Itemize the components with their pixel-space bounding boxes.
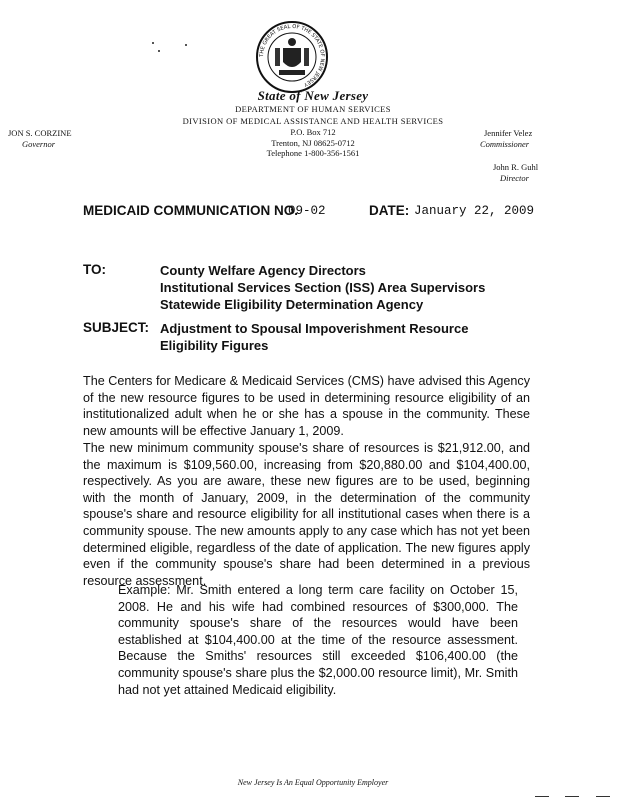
recipient: County Welfare Agency Directors [160,263,366,278]
date-label: DATE: [369,203,410,218]
commissioner-name: Jennifer Velez [484,128,533,138]
footer-text: New Jersey Is An Equal Opportunity Employer [237,778,389,787]
communication-label: MEDICAID COMMUNICATION NO. [83,203,298,218]
subject-text [160,320,468,354]
body-paragraph-1: The Centers for Medicare & Medicaid Services (CMS) have advised this Agency of the new resource figures to be used in determining resource eligibility of an institutionalized adult when he or she has a spouse in the community. These new amounts will be effective January 1, 2009. [83,374,530,438]
address-line-2: Trenton, NJ 08625-0712 [271,138,355,148]
recipient-list [160,262,485,313]
recipient: Statewide Eligibility Determination Agency [160,297,424,312]
subject-label: SUBJECT: [83,320,150,335]
subject-line: Adjustment to Spousal Impoverishment Resource [160,321,469,336]
seal-text: THE GREAT SEAL OF THE STATE OF NEW JERSEY [258,23,326,88]
example-paragraph: Example: Mr. Smith entered a long term care facility on October 15, 2008. He and his wife had combined resources of $300,000. The community spouse's share of the resources would have been established at $104,400.00 at the time of the resource assessment. Because the Smiths' resources still exceeded $106,400.00 (the community spouse's share plus the $2,000.00 resource limit), Mr. Smith had not yet attained Medicaid eligibility. [118,583,518,697]
division-name: DIVISION OF MEDICAL ASSISTANCE AND HEALTH SERVICES [182,116,444,126]
body-paragraph-2: The new minimum community spouse's share of resources is $21,912.00, and the maximum is $109,560.00, increasing from $20,880.00 and $104,400.00, respectively. As you are aware, these new figures are to be used, beginning with the month of January, 2009, in the determination of the community spouse's share and resource eligibility for all institutional cases when there is a community spouse. The new amounts apply to any case which has not yet been determined eligible, regardless of the date of application. The new figures apply even if the community spouse's share had been determined in a previous resource assessment. [83,441,530,588]
communication-number: 09-02 [288,204,326,218]
governor-name: JON S. CORZINE [8,128,72,138]
scan-mark [535,796,549,797]
scan-mark [565,796,579,797]
director-name: John R. Guhl [493,162,539,172]
department-name: DEPARTMENT OF HUMAN SERVICES [235,104,391,114]
state-seal-icon [255,20,329,94]
recipient: Institutional Services Section (ISS) Area Supervisors [160,280,486,295]
scan-mark [596,796,610,797]
state-name: State of New Jersey [257,88,369,103]
communication-date: January 22, 2009 [414,204,535,218]
director-title: Director [500,173,529,183]
governor-title: Governor [22,139,56,149]
telephone: Telephone 1-800-356-1561 [266,148,360,158]
to-label: TO: [83,262,106,277]
speck [158,50,160,52]
speck [185,44,187,46]
commissioner-title: Commissioner [480,139,530,149]
address-line-1: P.O. Box 712 [290,127,336,137]
speck [152,42,154,44]
subject-line: Eligibility Figures [160,338,269,353]
